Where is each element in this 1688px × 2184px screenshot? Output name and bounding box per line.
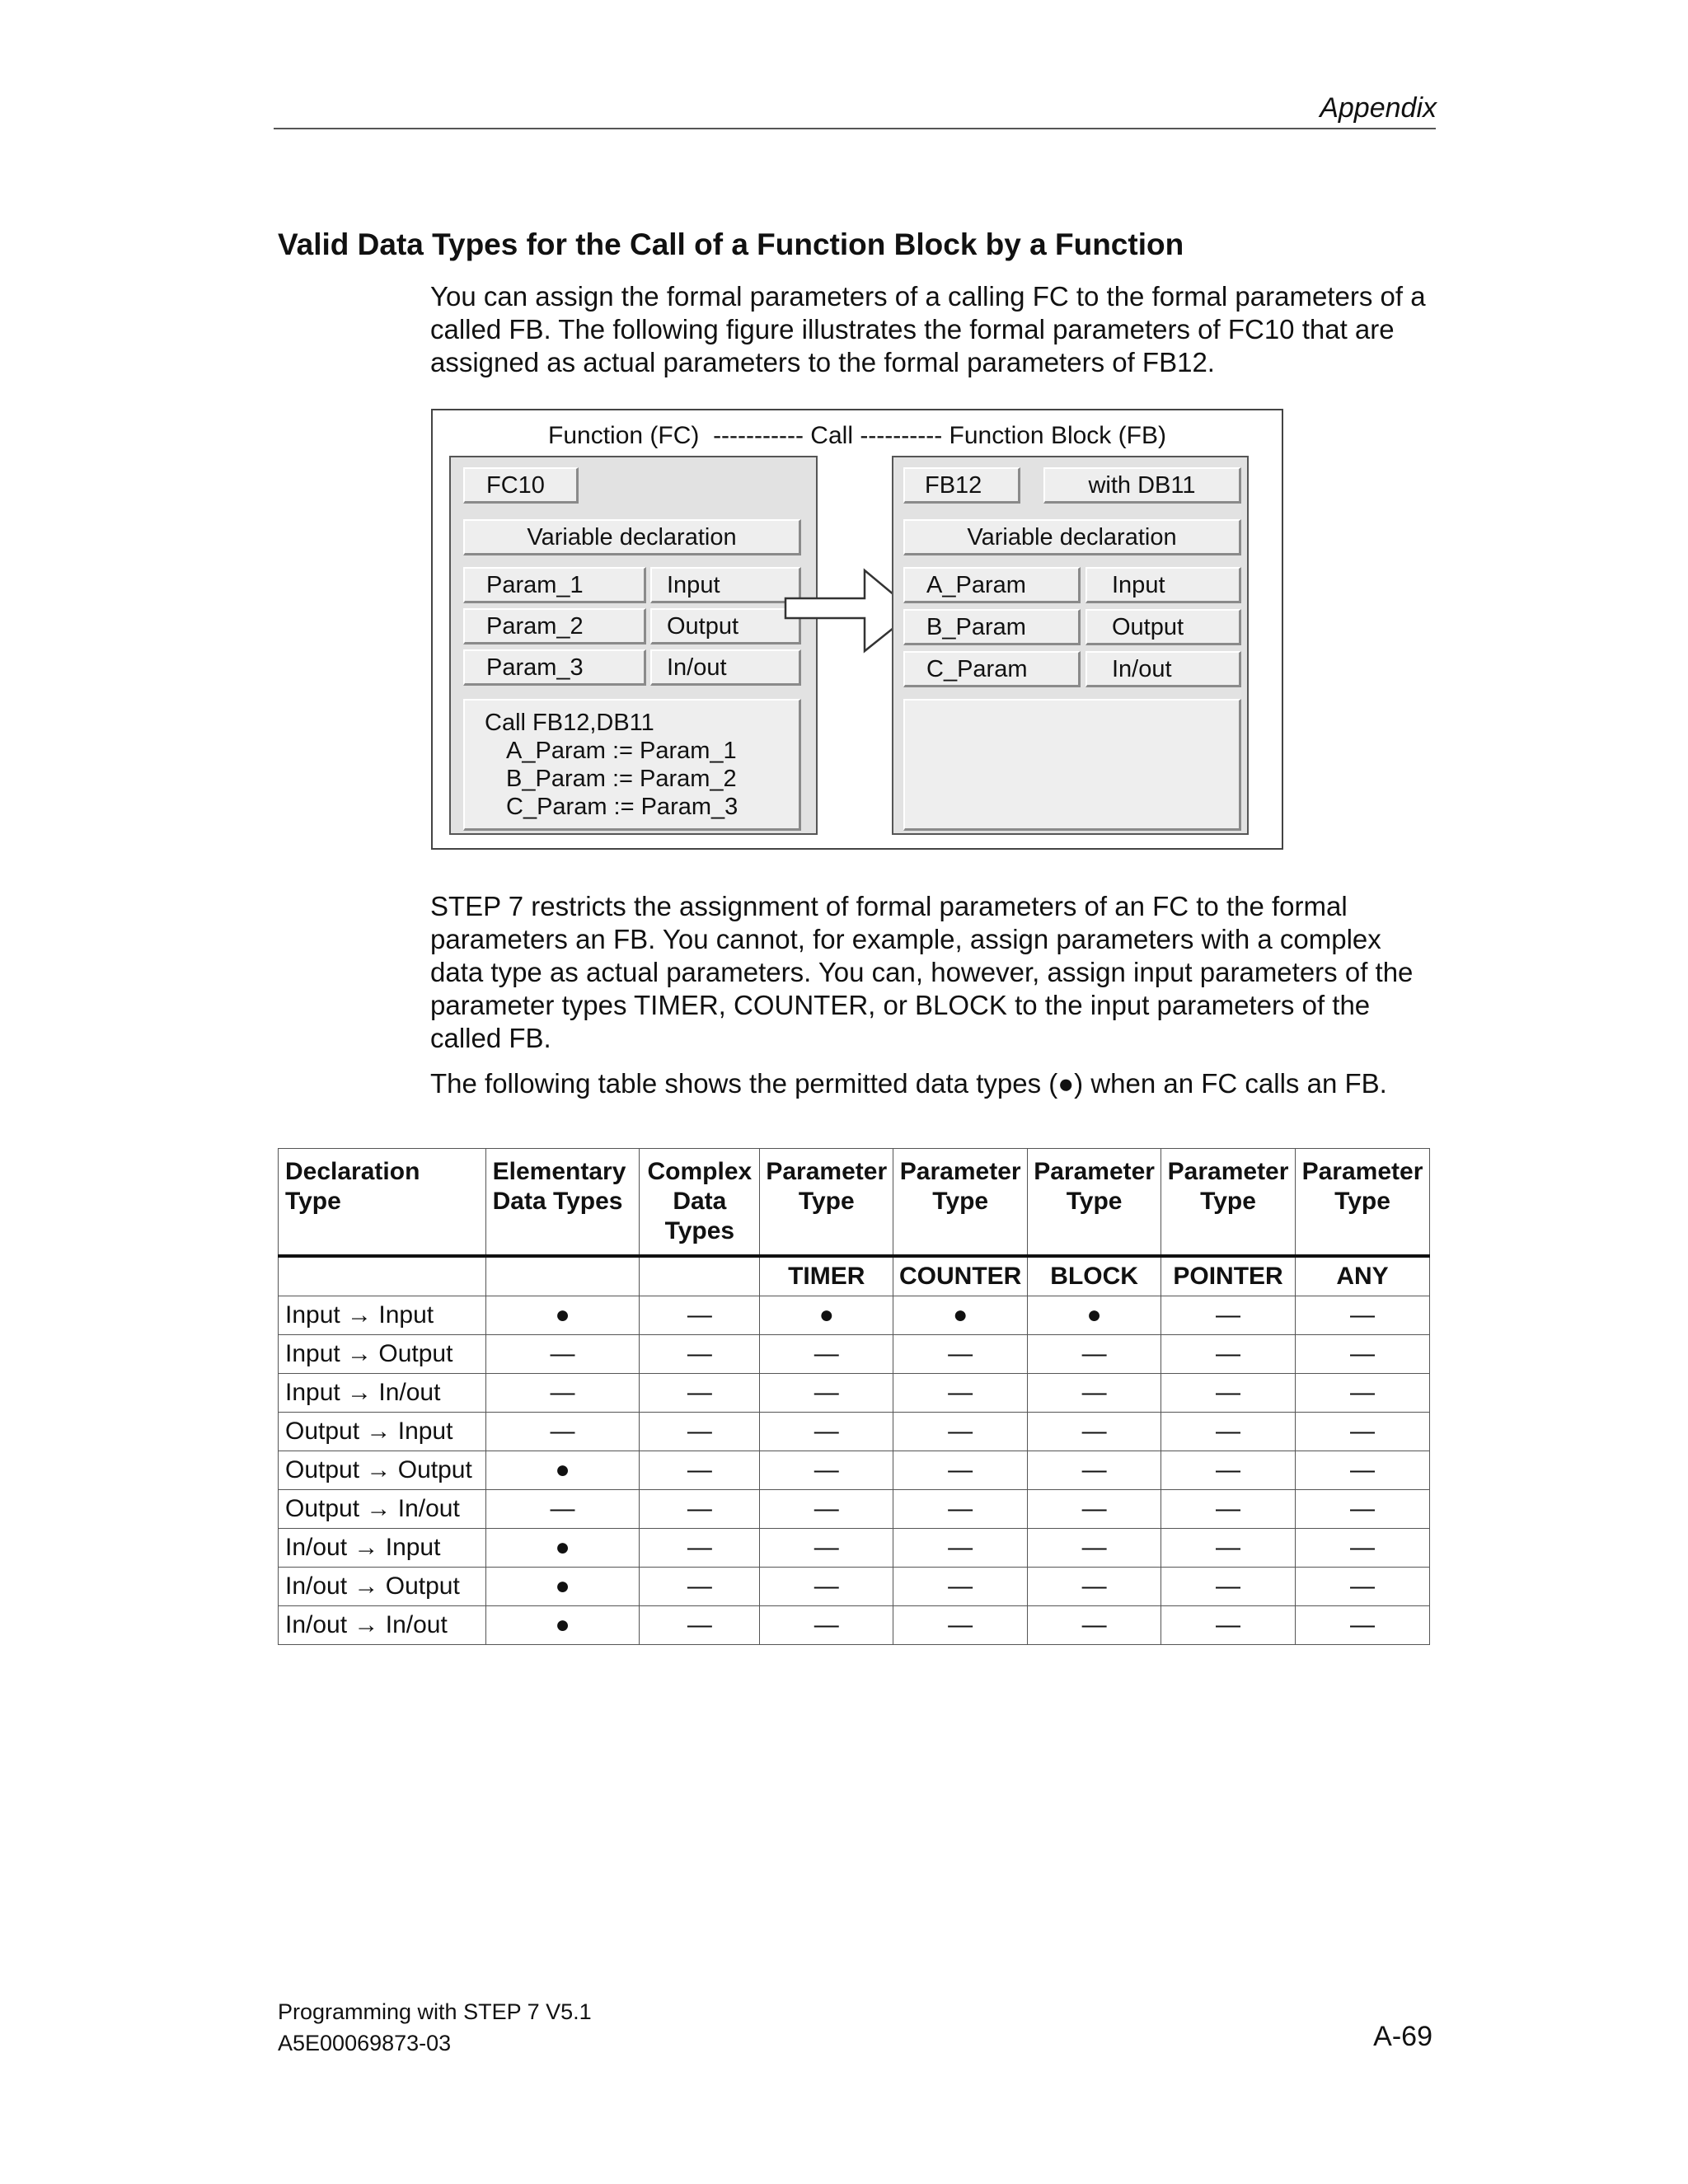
footer-doc-title: Programming with STEP 7 V5.1: [278, 1999, 592, 2024]
permission-cell: —: [1161, 1529, 1296, 1568]
table-row: [279, 1374, 1430, 1413]
col-header-elementary: Elementary Data Types: [485, 1149, 640, 1257]
fc-fb-call-figure: [431, 409, 1283, 850]
permission-cell: —: [640, 1490, 760, 1529]
table-subheader-row: [279, 1256, 1430, 1296]
permission-cell: —: [1028, 1490, 1161, 1529]
permission-cell: —: [760, 1490, 893, 1529]
permission-cell: —: [1028, 1451, 1161, 1490]
declaration-type-cell: Output → In/out: [279, 1490, 486, 1529]
permission-cell: —: [1028, 1606, 1161, 1645]
declaration-type-cell: Input → In/out: [279, 1374, 486, 1413]
table-row: [279, 1296, 1430, 1335]
permission-cell: —: [893, 1606, 1028, 1645]
permission-cell: —: [1296, 1451, 1430, 1490]
permission-cell: —: [1296, 1606, 1430, 1645]
fc10-param-1-name: Param_1: [463, 567, 646, 603]
fc10-panel: [449, 456, 818, 835]
permission-cell: —: [760, 1451, 893, 1490]
permission-cell: —: [760, 1568, 893, 1606]
permission-cell: —: [893, 1568, 1028, 1606]
permission-cell: —: [1296, 1490, 1430, 1529]
permission-cell: —: [485, 1413, 640, 1451]
restriction-paragraph: STEP 7 restricts the assignment of formal parameters of an FC to the formal parameters an FB. You cannot, for example, assign parameters with a complex data type as actual parameters. You can, however, assign input parameters of the parameter types TIMER, COUNTER, or BLOCK to the input parameters of the called FB.: [430, 891, 1414, 1053]
permission-cell: —: [485, 1374, 640, 1413]
permission-cell: —: [485, 1490, 640, 1529]
permission-cell: —: [640, 1374, 760, 1413]
permission-cell: —: [1161, 1413, 1296, 1451]
table-row: [279, 1490, 1430, 1529]
permission-cell: ●: [485, 1529, 640, 1568]
permission-cell: ●: [1028, 1296, 1161, 1335]
table-intro-paragraph: The following table shows the permitted data types (●) when an FC calls an FB.: [430, 1068, 1387, 1099]
permission-cell: —: [1161, 1296, 1296, 1335]
permission-cell: ●: [893, 1296, 1028, 1335]
fb12-param-a-name: A_Param: [903, 567, 1081, 603]
permission-cell: —: [1028, 1413, 1161, 1451]
permission-cell: —: [1028, 1568, 1161, 1606]
code-line-call: Call FB12,DB11: [485, 710, 654, 736]
section-title: Valid Data Types for the Call of a Function Block by a Function: [278, 227, 1184, 261]
permission-cell: ●: [760, 1296, 893, 1335]
permission-cell: —: [1296, 1335, 1430, 1374]
table-row: [279, 1568, 1430, 1606]
col-header-block: Parameter Type: [1028, 1149, 1161, 1257]
declaration-type-cell: Output → Output: [279, 1451, 486, 1490]
permission-cell: —: [893, 1413, 1028, 1451]
figure-caption: Function (FC) ----------- Call ---------- Function Block (FB): [548, 422, 1166, 449]
table-row: [279, 1335, 1430, 1374]
permission-cell: —: [893, 1374, 1028, 1413]
table-row: [279, 1606, 1430, 1645]
subheader-pointer: POINTER: [1161, 1256, 1296, 1296]
permission-cell: —: [640, 1529, 760, 1568]
permission-cell: —: [485, 1335, 640, 1374]
fb12-param-c-name: C_Param: [903, 651, 1081, 687]
fc10-param-3-type: In/out: [650, 649, 801, 686]
permission-cell: —: [893, 1335, 1028, 1374]
permission-cell: —: [1161, 1606, 1296, 1645]
permission-cell: —: [760, 1374, 893, 1413]
permission-cell: —: [760, 1335, 893, 1374]
permission-cell: ●: [485, 1451, 640, 1490]
fc10-param-3-name: Param_3: [463, 649, 646, 686]
subheader-cell: [640, 1256, 760, 1296]
permission-cell: ●: [485, 1568, 640, 1606]
col-header-any: Parameter Type: [1296, 1149, 1430, 1257]
fc10-block-name: FC10: [463, 467, 579, 504]
table-row: [279, 1413, 1430, 1451]
running-header: Appendix: [1320, 92, 1437, 124]
permission-cell: —: [1161, 1490, 1296, 1529]
fb12-param-b-type: Output: [1085, 609, 1241, 645]
footer-doc-info: [278, 1996, 592, 2059]
permission-cell: —: [1028, 1374, 1161, 1413]
permission-cell: —: [1296, 1413, 1430, 1451]
fb12-param-b-name: B_Param: [903, 609, 1081, 645]
fb12-param-a-type: Input: [1085, 567, 1241, 603]
subheader-any: ANY: [1296, 1256, 1430, 1296]
declaration-type-cell: Input → Output: [279, 1335, 486, 1374]
permission-cell: —: [1296, 1296, 1430, 1335]
fb12-param-c-type: In/out: [1085, 651, 1241, 687]
fb12-var-decl: Variable declaration: [903, 519, 1241, 555]
table-row: [279, 1451, 1430, 1490]
permission-cell: —: [1028, 1335, 1161, 1374]
col-header-declaration: Declaration Type: [279, 1149, 486, 1257]
permission-cell: —: [1161, 1335, 1296, 1374]
table-header-row: [279, 1149, 1430, 1257]
permission-cell: —: [1296, 1568, 1430, 1606]
permission-cell: —: [760, 1529, 893, 1568]
subheader-block: BLOCK: [1028, 1256, 1161, 1296]
subheader-counter: COUNTER: [893, 1256, 1028, 1296]
col-header-complex: Complex Data Types: [640, 1149, 760, 1257]
permission-cell: —: [1161, 1568, 1296, 1606]
fb12-panel: [892, 456, 1249, 835]
declaration-type-cell: In/out → Output: [279, 1568, 486, 1606]
fc10-param-2-name: Param_2: [463, 608, 646, 644]
permission-cell: —: [1161, 1451, 1296, 1490]
permission-cell: —: [760, 1606, 893, 1645]
declaration-type-cell: In/out → Input: [279, 1529, 486, 1568]
fb12-body: [903, 699, 1241, 831]
permission-cell: —: [640, 1413, 760, 1451]
fc10-call-code: [463, 699, 801, 831]
permission-cell: —: [1028, 1529, 1161, 1568]
table-row: [279, 1529, 1430, 1568]
permission-cell: —: [640, 1568, 760, 1606]
permission-cell: —: [1296, 1374, 1430, 1413]
code-line-b-param: B_Param := Param_2: [506, 766, 737, 792]
fc10-var-decl: Variable declaration: [463, 519, 801, 555]
permission-cell: —: [640, 1451, 760, 1490]
fc10-param-2-type: Output: [650, 608, 801, 644]
fb12-instance-db: with DB11: [1043, 467, 1241, 504]
col-header-timer: Parameter Type: [760, 1149, 893, 1257]
fc10-param-1-type: Input: [650, 567, 801, 603]
permission-cell: —: [893, 1451, 1028, 1490]
permission-cell: —: [640, 1335, 760, 1374]
page-number: A-69: [1373, 2021, 1432, 2052]
permission-cell: —: [1161, 1374, 1296, 1413]
subheader-timer: TIMER: [760, 1256, 893, 1296]
declaration-type-cell: Input → Input: [279, 1296, 486, 1335]
col-header-counter: Parameter Type: [893, 1149, 1028, 1257]
permitted-data-types-table: [278, 1148, 1430, 1645]
header-rule: [274, 128, 1436, 129]
code-line-a-param: A_Param := Param_1: [506, 738, 737, 764]
permission-cell: —: [1296, 1529, 1430, 1568]
permission-cell: ●: [485, 1606, 640, 1645]
declaration-type-cell: In/out → In/out: [279, 1606, 486, 1645]
intro-paragraph: You can assign the formal parameters of a calling FC to the formal parameters of a called FB. The following figure illustrates the formal parameters of FC10 that are assigned as actual parameters to the formal parameters of FB12.: [430, 281, 1426, 377]
permission-cell: —: [640, 1296, 760, 1335]
permission-cell: ●: [485, 1296, 640, 1335]
declaration-type-cell: Output → Input: [279, 1413, 486, 1451]
col-header-pointer: Parameter Type: [1161, 1149, 1296, 1257]
permission-cell: —: [893, 1529, 1028, 1568]
subheader-cell: [485, 1256, 640, 1296]
permission-cell: —: [640, 1606, 760, 1645]
table-body: [279, 1296, 1430, 1645]
fb12-block-name: FB12: [903, 467, 1020, 504]
permission-cell: —: [893, 1490, 1028, 1529]
footer-doc-id: A5E00069873-03: [278, 2031, 452, 2055]
permission-cell: —: [760, 1413, 893, 1451]
subheader-cell: [279, 1256, 486, 1296]
code-line-c-param: C_Param := Param_3: [506, 794, 738, 820]
